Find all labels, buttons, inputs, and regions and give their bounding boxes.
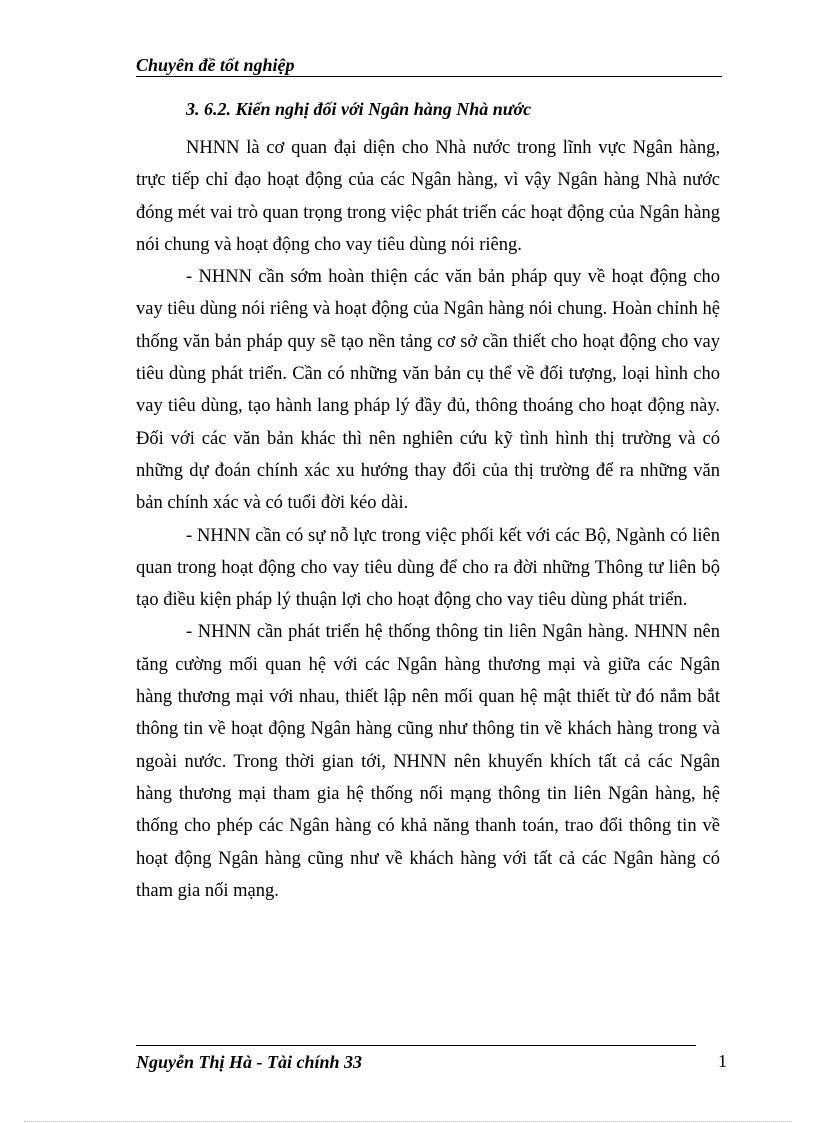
footer-rule <box>136 1045 696 1046</box>
page-number: 1 <box>718 1051 727 1071</box>
section-heading: 3. 6.2. Kiến nghị đối với Ngân hàng Nhà nước <box>186 99 532 119</box>
footer-author: Nguyễn Thị Hà - Tài chính 33 <box>136 1052 363 1072</box>
page-edge-divider <box>24 1121 792 1122</box>
paragraph-ministry-coordination: - NHNN cần có sự nỗ lực trong việc phối kết với các Bộ, Ngành có liên quan trong hoạt động cho vay tiêu dùng để cho ra đời những Thông tư liên bộ tạo điều kiện pháp lý thuận lợi cho hoạt động cho vay tiêu dùng phát triển. <box>136 525 720 611</box>
page-header <box>136 54 722 77</box>
body-text <box>136 132 720 907</box>
header-title: Chuyên đề tốt nghiệp <box>136 55 295 75</box>
paragraph-information-system: - NHNN cần phát triển hệ thống thông tin liên Ngân hàng. NHNN nên tăng cường mối quan hệ với các Ngân hàng thương mại và giữa các Ngân hàng thương mại với nhau, thiết lập nên mối quan hệ mật thiết từ đó nắm bắt thông tin về hoạt động Ngân hàng cũng như thông tin về khách hàng trong và ngoài nước. Trong thời gian tới, NHNN nên khuyến khích tất cả các Ngân hàng thương mại tham gia hệ thống nối mạng thông tin liên Ngân hàng, hệ thống cho phép các Ngân hàng có khả năng thanh toán, trao đổi thông tin về hoạt động Ngân hàng cũng như về khách hàng với tất cả các Ngân hàng có tham gia nối mạng. <box>136 622 720 901</box>
paragraph-intro: NHNN là cơ quan đại diện cho Nhà nước trong lĩnh vực Ngân hàng, trực tiếp chỉ đạo hoạt động của các Ngân hàng, vì vậy Ngân hàng Nhà nước đóng mét vai trò quan trọng trong việc phát triển các hoạt động của Ngân hàng nói chung và hoạt động cho vay tiêu dùng nói riêng. <box>136 138 720 255</box>
paragraph-legal-framework: - NHNN cần sớm hoàn thiện các văn bản pháp quy về hoạt động cho vay tiêu dùng nói riêng và hoạt động của Ngân hàng nói chung. Hoàn chỉnh hệ thống văn bản pháp quy sẽ tạo nền tảng cơ sở cần thiết cho hoạt động cho vay tiêu dùng phát triển. Cần có những văn bản cụ thể về đối tượng, loại hình cho vay tiêu dùng, tạo hành lang pháp lý đầy đủ, thông thoáng cho hoạt động này. Đối với các văn bản khác thì nên nghiên cứu kỹ tình hình thị trường và có những dự đoán chính xác xu hướng thay đổi của thị trường để ra những văn bản chính xác và có tuổi đời kéo dài. <box>136 267 720 514</box>
